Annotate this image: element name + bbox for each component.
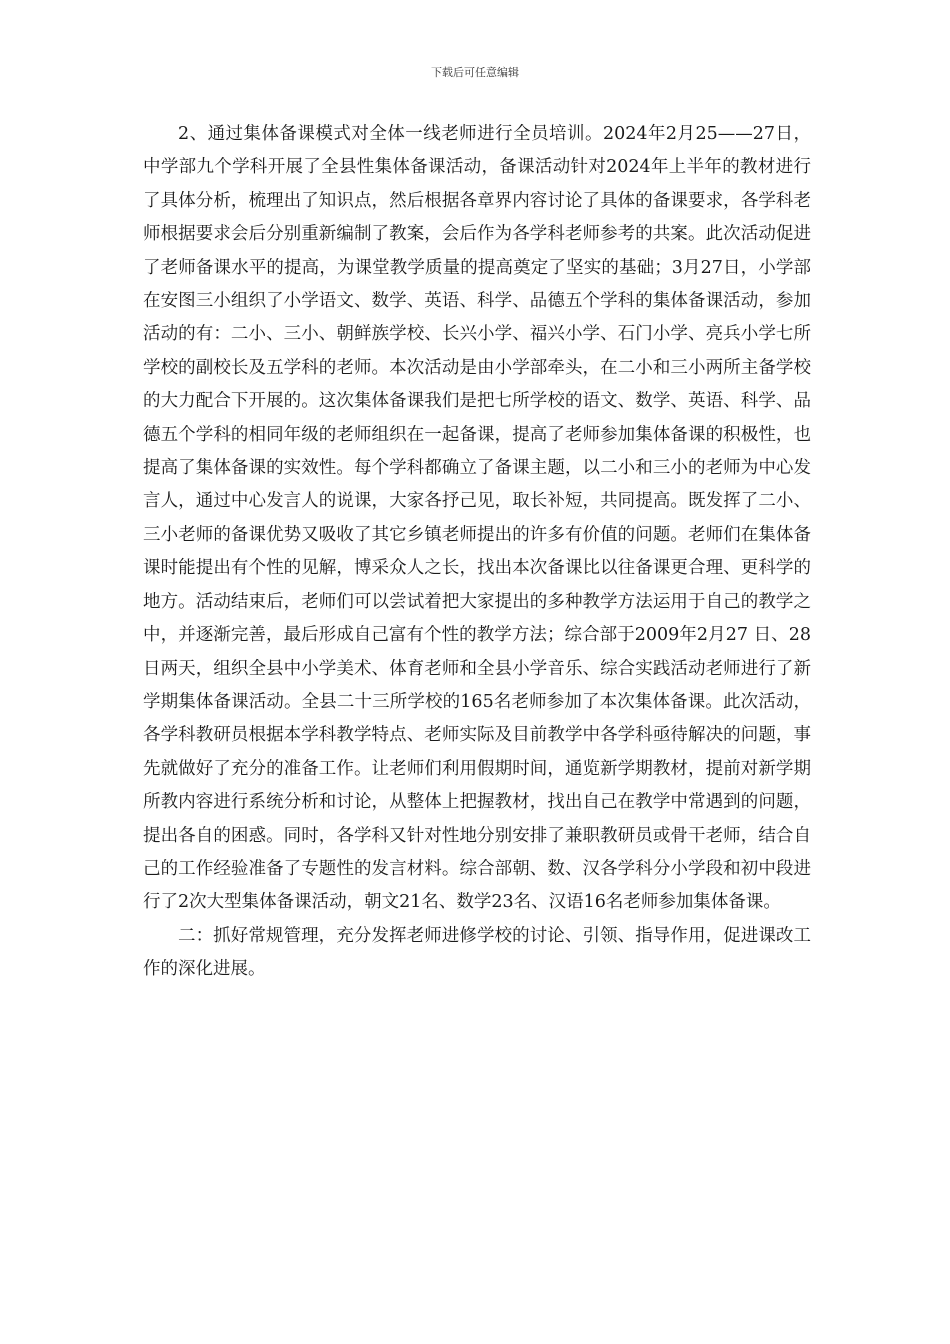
paragraph: 二：抓好常规管理，充分发挥老师进修学校的讨论、引领、指导作用，促进课改工作的深化进展。 xyxy=(143,925,811,980)
page-header: 下载后可任意编辑 xyxy=(431,66,519,79)
paragraph: 2、通过集体备课模式对全体一线老师进行全员培训。2024年2月25——27日，中学部九个学科开展了全县性集体备课活动，备课活动针对2024年上半年的教材进行了具体分析，梳理出了知识点，然后根据各章界内容讨论了具体的备课要求，各学科老师根据要求会后分别重新编制了教案，会后作为各学科老师参考的共案。此次活动促进了老师备课水平的提高，为课堂教学质量的提高奠定了坚实的基础；3月27日，小学部在安图三小组织了小学语文、数学、英语、科学、品德五个学科的集体备课活动，参加活动的有：二小、三小、朝鲜族学校、长兴小学、福兴小学、石门小学、亮兵小学七所学校的副校长及五学科的老师。本次活动是由小学部牵头，在二小和三小两所主备学校的大力配合下开展的。这次集体备课我们是把七所学校的语文、数学、英语、科学、品德五个学科的相同年级的老师组织在一起备课，提高了老师参加集体备课的积极性，也提高了集体备课的实效性。每个学科都确立了备课主题，以二小和三小的老师为中心发言人，通过中心发言人的说课，大家各抒己见，取长补短，共同提高。既发挥了二小、三小老师的备课优势又吸收了其它乡镇老师提出的许多有价值的问题。老师们在集体备课时能提出有个性的见解，博采众人之长，找出本次备课比以往备课更合理、更科学的地方。活动结束后，老师们可以尝试着把大家提出的多种教学方法运用于自己的教学之中，并逐渐完善，最后形成自己富有个性的教学方法；综合部于2009年2月27 日、28日两天，组织全县中小学美术、体育老师和全县小学音乐、综合实践活动老师进行了新学期集体备课活动。全县二十三所学校的165名老师参加了本次集体备课。此次活动，各学科教研员根据本学科教学特点、老师实际及目前教学中各学科亟待解决的问题，事先就做好了充分的准备工作。让老师们利用假期时间，通览新学期教材，提前对新学期所教内容进行系统分析和讨论，从整体上把握教材，找出自己在教学中常遇到的问题，提出各自的困惑。同时，各学科又针对性地分别安排了兼职教研员或骨干老师，结合自己的工作经验准备了专题性的发言材料。综合部朝、数、汉各学科分小学段和初中段进行了2次大型集体备课活动，朝文21名、数学23名、汉语16名老师参加集体备课。 xyxy=(143,124,811,913)
body-text xyxy=(143,118,811,987)
